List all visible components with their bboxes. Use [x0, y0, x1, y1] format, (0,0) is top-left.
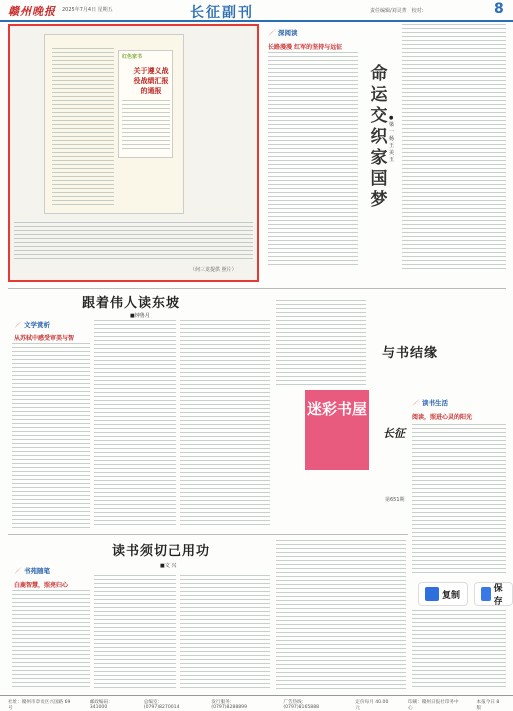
left-subtitle: 从苏轼中感受审美与智 — [14, 335, 75, 342]
bottom-body-1 — [12, 590, 90, 690]
quill-icon — [412, 399, 420, 407]
photo-credit: （何三龙提供 照片） — [190, 267, 237, 273]
document-body-lines — [122, 100, 170, 152]
page-number: 8 — [494, 1, 504, 17]
handwritten-text — [52, 48, 114, 208]
bottom-headline: 读书须切己用功 — [112, 544, 211, 559]
right-mid-body — [276, 300, 366, 385]
issue-date: 2025年7月4日 星期五 — [62, 7, 113, 13]
left-body-lines — [12, 343, 90, 528]
save-icon — [481, 587, 491, 601]
mid-body-lines-1 — [94, 320, 176, 528]
copy-button[interactable]: 复制 — [418, 582, 468, 606]
deep-reading-tag: 深阅读 — [268, 28, 298, 37]
reading-life-tag: 读书生活 — [412, 398, 448, 407]
essay-tag: 书苑随笔 — [14, 566, 50, 575]
bottom-author: ■文 兴 — [160, 563, 177, 569]
divider — [8, 288, 506, 289]
quill-icon — [14, 321, 22, 329]
photo-caption-lines — [14, 222, 253, 262]
section-title: 长征副刊 — [190, 5, 254, 21]
colorful-bookstore-box: 迷彩书屋 — [305, 390, 369, 470]
article-body-col1 — [268, 52, 358, 267]
literary-tag: 文学赏析 — [14, 320, 50, 329]
editor-credits: 责任编辑/刘灵菁 校对： — [370, 8, 427, 14]
vertical-author: ●梁一杨 王美玉 — [389, 115, 395, 163]
footer: 社址：赣州市章贡区兴国路 69 号 邮政编码：341000 总编室：(0797)8270014 发行服务：(0797)8288899 广告热线：(0797)8165888 定价每月 40.00 元 印刷：赣州日报社印务中心 本报今日 8 版 — [0, 695, 513, 708]
center-headline: 跟着伟人读东坡 — [82, 296, 181, 311]
vertical-headline: 命运交织家国梦 — [370, 64, 388, 210]
article-body-col2 — [402, 24, 506, 269]
issue-number: 第651期 — [385, 497, 405, 503]
quill-icon — [268, 29, 276, 37]
bottom-subtitle: 白鹿智慧，照亮归心 — [14, 582, 69, 589]
right-lower-body — [412, 424, 506, 574]
divider — [8, 534, 408, 535]
document-title: 关于遵义战役战绩汇报的通报 — [133, 67, 169, 95]
right-headline: 与书结缘 — [382, 346, 439, 361]
quill-icon — [14, 567, 22, 575]
article-kicker: 红色家书 — [122, 54, 143, 60]
masthead — [0, 0, 513, 22]
reading-subtitle: 阅读，照进心灵的阳光 — [412, 414, 473, 421]
mid-body-lines-2 — [180, 320, 270, 528]
newspaper-logo: 赣州晚报 — [8, 5, 56, 18]
bottom-body-5 — [412, 610, 506, 690]
save-button[interactable]: 保存 — [474, 582, 513, 606]
bottom-body-3 — [180, 575, 270, 690]
column-subtitle: 长路漫漫 红军的坚持与远征 — [268, 44, 343, 51]
copy-icon — [425, 587, 439, 601]
bottom-body-4 — [276, 540, 406, 690]
bottom-body-2 — [94, 575, 176, 690]
calligraphy-signature: 长征 — [383, 427, 405, 440]
center-author: ■钟鲁月 — [130, 313, 150, 319]
